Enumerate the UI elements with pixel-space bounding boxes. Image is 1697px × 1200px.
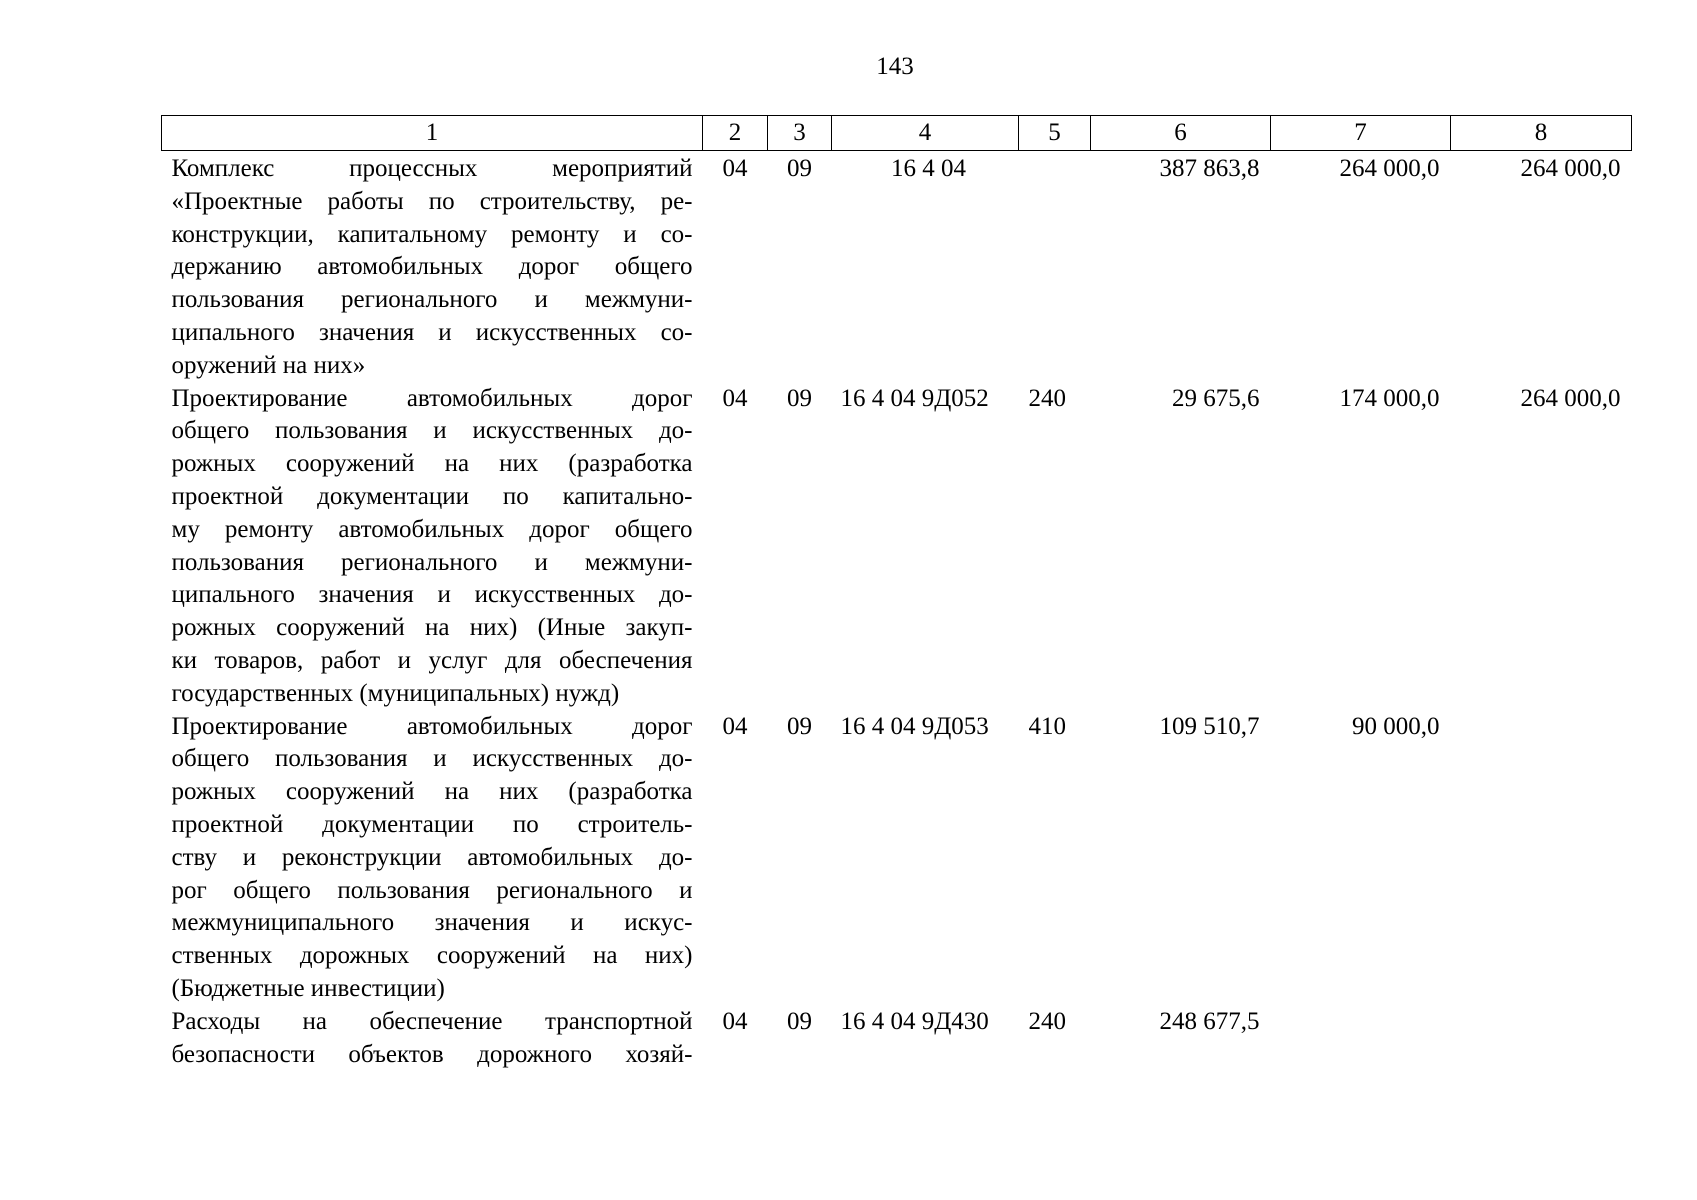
- subsection-code: 09: [787, 384, 812, 412]
- subsection-code: 09: [787, 155, 812, 182]
- description-line: ципального значения и искусственных со-: [171, 318, 693, 346]
- section-code: 04: [722, 155, 748, 182]
- amount-col-6: 109 510,7: [1159, 712, 1260, 740]
- column-header-8: 8: [1451, 116, 1632, 151]
- amount-col-6: 387 863,8: [1159, 155, 1260, 182]
- target-article-code: 16 4 04 9Д053: [840, 712, 989, 740]
- subsection-code: 09: [787, 712, 812, 740]
- description-line: межмуниципального значения и искус-: [171, 909, 693, 937]
- description-line: рожных сооружений на них) (Иные закуп-: [171, 614, 693, 642]
- column-header-6: 6: [1091, 116, 1271, 151]
- amount-col-7: [1271, 1006, 1451, 1072]
- target-article-code: 16 4 04: [891, 155, 966, 182]
- description-line: Проектирование автомобильных дорог: [171, 384, 693, 412]
- subsection-code: 09: [787, 1007, 812, 1035]
- budget-table: [161, 115, 1632, 1071]
- expense-type-code: 410: [1028, 712, 1066, 740]
- expense-type-code: 240: [1028, 384, 1066, 412]
- section-code: 04: [722, 712, 748, 740]
- description-line: му ремонту автомобильных дорог общего: [171, 515, 693, 543]
- amount-col-6: 248 677,5: [1159, 1007, 1260, 1035]
- page-number: 143: [876, 53, 914, 80]
- description-line: общего пользования и искусственных до-: [171, 417, 693, 445]
- target-article-code: 16 4 04 9Д430: [840, 1007, 989, 1035]
- amount-col-8: 264 000,0: [1520, 155, 1621, 182]
- description-line: ству и реконструкции автомобильных до-: [171, 843, 693, 871]
- amount-col-7: 90 000,0: [1352, 712, 1440, 740]
- amount-col-7: 264 000,0: [1339, 155, 1440, 182]
- description-line: держанию автомобильных дорог общего: [171, 253, 693, 281]
- description-line: (Бюджетные инвестиции): [171, 974, 445, 1002]
- amount-col-8: 264 000,0: [1520, 384, 1621, 412]
- description-line: ципального значения и искусственных до-: [171, 581, 693, 609]
- table-row: [162, 711, 1632, 1006]
- expense-type-code: [1019, 151, 1091, 383]
- amount-col-8: [1451, 1006, 1632, 1072]
- description-line: государственных (муниципальных) нужд): [171, 679, 620, 707]
- column-header-2: 2: [703, 116, 768, 151]
- table-row: [162, 383, 1632, 711]
- description-line: ственных дорожных сооружений на них): [171, 942, 693, 970]
- row-description: [162, 711, 703, 1006]
- section-code: 04: [722, 1007, 748, 1035]
- column-header-5: 5: [1019, 116, 1091, 151]
- expense-type-code: 240: [1028, 1007, 1066, 1035]
- description-line: конструкции, капитальному ремонту и со-: [171, 220, 693, 248]
- amount-col-8: [1451, 711, 1632, 1006]
- section-code: 04: [722, 384, 748, 412]
- column-numbers-row: [162, 116, 1632, 151]
- description-line: пользования регионального и межмуни-: [171, 548, 693, 576]
- description-line: общего пользования и искусственных до-: [171, 745, 693, 773]
- description-line: безопасности объектов дорожного хозяй-: [171, 1040, 693, 1068]
- amount-col-7: 174 000,0: [1339, 384, 1440, 412]
- row-description: [162, 383, 703, 711]
- description-line: проектной документации по капитально-: [171, 482, 693, 510]
- table-row: [162, 151, 1632, 383]
- column-header-3: 3: [768, 116, 832, 151]
- row-description: [162, 151, 703, 383]
- table-row: [162, 1006, 1632, 1072]
- description-line: Комплекс процессных мероприятий: [171, 155, 693, 182]
- description-line: проектной документации по строитель-: [171, 810, 693, 838]
- column-header-7: 7: [1271, 116, 1451, 151]
- description-line: Расходы на обеспечение транспортной: [171, 1007, 693, 1035]
- description-line: ки товаров, работ и услуг для обеспечения: [171, 646, 693, 674]
- description-line: Проектирование автомобильных дорог: [171, 712, 693, 740]
- description-line: оружений на них»: [171, 351, 366, 379]
- description-line: рожных сооружений на них (разработка: [171, 778, 693, 806]
- amount-col-6: 29 675,6: [1172, 384, 1260, 412]
- target-article-code: 16 4 04 9Д052: [840, 384, 989, 412]
- description-line: «Проектные работы по строительству, ре-: [171, 187, 693, 215]
- description-line: рог общего пользования регионального и: [171, 876, 693, 904]
- row-description: [162, 1006, 703, 1072]
- column-header-1: 1: [162, 116, 703, 151]
- description-line: пользования регионального и межмуни-: [171, 286, 693, 314]
- description-line: рожных сооружений на них (разработка: [171, 450, 693, 478]
- column-header-4: 4: [832, 116, 1019, 151]
